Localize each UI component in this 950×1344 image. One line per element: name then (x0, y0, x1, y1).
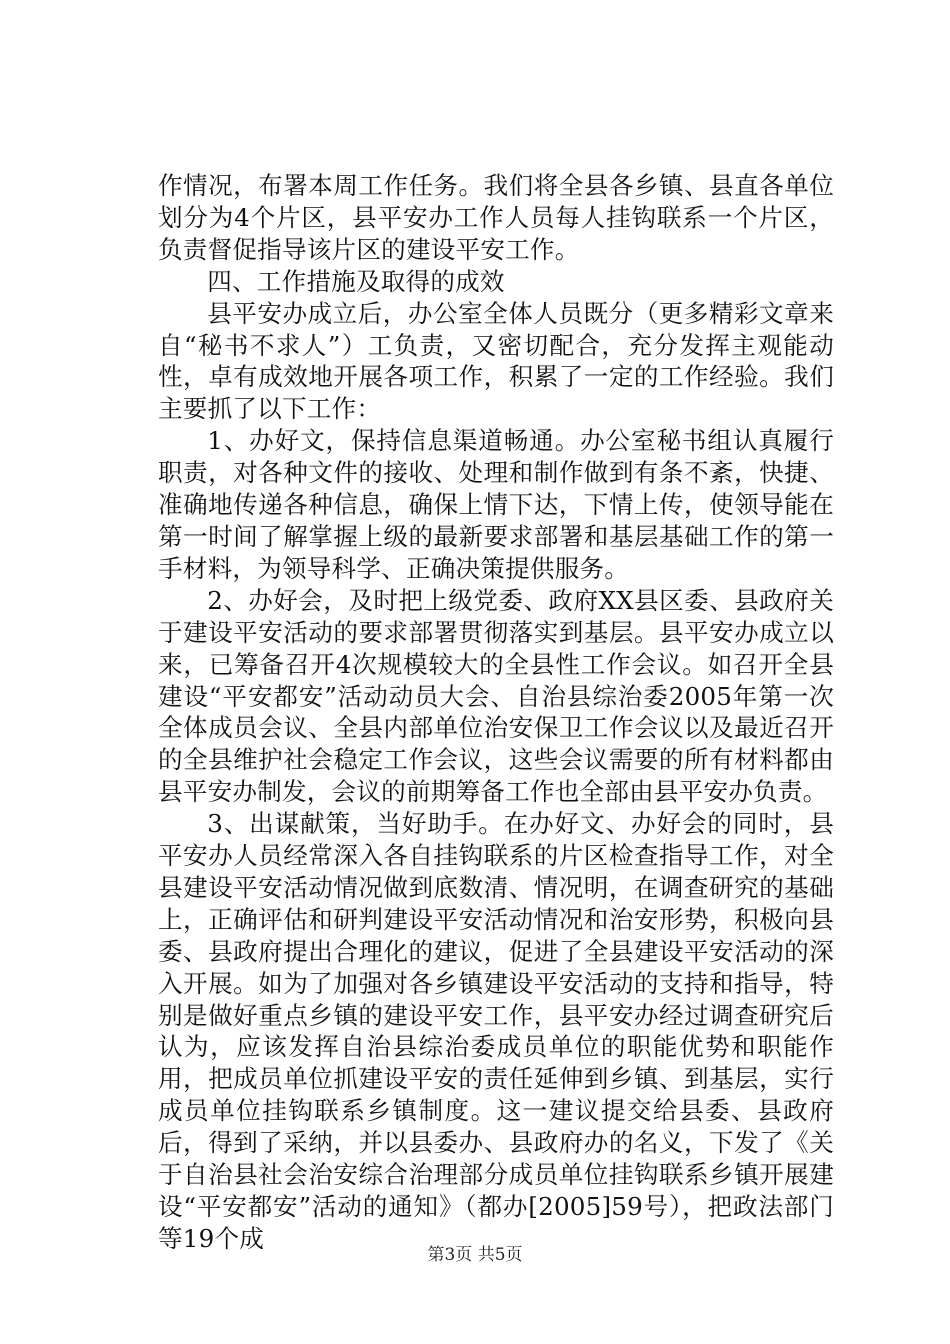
paragraph-item-1: 1、办好文，保持信息渠道畅通。办公室秘书组认真履行职责，对各种文件的接收、处理和制作做到有条不紊，快捷、准确地传递各种信息，确保上情下达，下情上传，使领导能在第一时间了解掌握上级的最新要求部署和基层基础工作的第一手材料，为领导科学、正确决策提供服务。 (158, 426, 834, 583)
paragraph-intro: 县平安办成立后，办公室全体人员既分（更多精彩文章来自“秘书不求人”）工负责，又密切配合，充分发挥主观能动性，卓有成效地开展各项工作，积累了一定的工作经验。我们主要抓了以下工作： (158, 298, 834, 424)
body-text (158, 170, 834, 1255)
page-footer: 第3页 共5页 (427, 1245, 523, 1265)
paragraph-item-2: 2、办好会，及时把上级党委、政府XX县区委、县政府关于建设平安活动的要求部署贯彻落实到基层。县平安办成立以来，已筹备召开4次规模较大的全县性工作会议。如召开全县建设“平安都安”活动动员大会、自治县综治委2005年第一次全体成员会议、全县内部单位治安保卫工作会议以及最近召开的全县维护社会稳定工作会议，这些会议需要的所有材料都由县平安办制发，会议的前期筹备工作也全部由县平安办负责。 (158, 585, 834, 807)
paragraph-continuation: 作情况，布署本周工作任务。我们将全县各乡镇、县直各单位划分为4个片区，县平安办工作人员每人挂钩联系一个片区，负责督促指导该片区的建设平安工作。 (158, 171, 834, 264)
paragraph-item-3: 3、出谋献策，当好助手。在办好文、办好会的同时，县平安办人员经常深入各自挂钩联系的片区检查指导工作，对全县建设平安活动情况做到底数清、情况明，在调查研究的基础上，正确评估和研判建设平安活动情况和治安形势，积极向县委、县政府提出合理化的建议，促进了全县建设平安活动的深入开展。如为了加强对各乡镇建设平安活动的支持和指导，特别是做好重点乡镇的建设平安工作，县平安办经过调查研究后认为，应该发挥自治县综治委成员单位的职能优势和职能作用，把成员单位抓建设平安的责任延伸到乡镇、到基层，实行成员单位挂钩联系乡镇制度。这一建议提交给县委、县政府后，得到了采纳，并以县委办、县政府办的名义，下发了《关于自治县社会治安综合治理部分成员单位挂钩联系乡镇开展建设“平安都安”活动的通知》（都办[2005]59号），把政法部门等19个成 (158, 809, 834, 1253)
section-heading: 四、工作措施及取得的成效 (207, 266, 505, 296)
